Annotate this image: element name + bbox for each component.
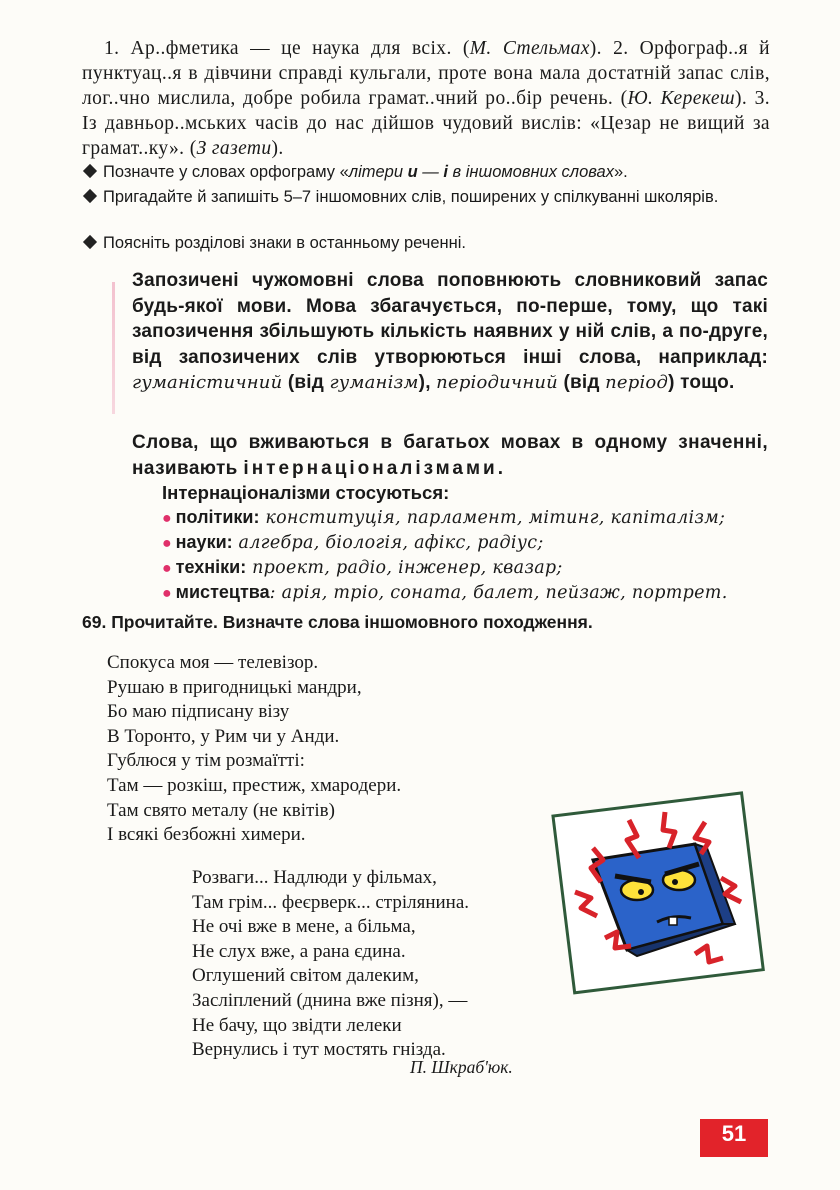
source-newspaper: З газети — [196, 138, 272, 159]
pink-dot-icon: ● — [162, 585, 172, 602]
exercise-68-text — [82, 36, 770, 161]
rule-subheading: Інтернаціоналізми стосуються: — [162, 482, 450, 503]
sentence-1: 1. Ар..фметика — це наука для всіх. ( — [104, 38, 470, 59]
exercise-69-heading: 69. Прочитайте. Визначте слова іншомовного походження. — [82, 612, 593, 632]
poem-line: Рушаю в пригодницькі мандри, — [107, 676, 362, 698]
poem-stanza-1 — [107, 651, 401, 848]
page-number: 51 — [721, 1121, 747, 1146]
list-item: ● науки: алгебра, біологія, афікс, радіус; — [162, 532, 544, 553]
poem-line: Засліплений (днина вже пізня), — — [192, 989, 468, 1011]
term-internationalisms: інтернаціоналізмами — [243, 457, 498, 479]
poem-line: І всякі безбожні химери. — [107, 824, 306, 846]
task-1: Позначте у словах орфограму «літери и — і в іншомовних словах». — [82, 162, 770, 183]
poem-line: Там грім... феєрверк... стрілянина. — [192, 891, 470, 913]
angry-tv-illustration — [545, 782, 769, 1002]
poem-line: Там свято металу (не квітів) — [107, 799, 335, 821]
task-3: Поясніть розділові знаки в останньому реченні. — [82, 233, 770, 254]
sentence-end: ). — [271, 138, 284, 159]
poem-line: Спокуса моя — телевізор. — [107, 652, 319, 673]
list-item: ● політики: конституція, парламент, мітинг, капіталізм; — [162, 507, 726, 528]
author-kerekesh: Ю. Керекеш — [627, 88, 736, 109]
poem-line: Там — розкіш, престиж, хмародери. — [107, 774, 402, 796]
poem-line: Не очі вже в мене, а більма, — [192, 916, 416, 938]
poem-line: Бо маю підписану візу — [107, 701, 290, 723]
diamond-bullet-icon — [83, 235, 97, 249]
list-item: ● техніки: проект, радіо, інженер, квазар; — [162, 557, 563, 578]
rule-side-bar — [112, 282, 115, 414]
pink-dot-icon: ● — [162, 560, 172, 577]
pink-dot-icon: ● — [162, 535, 172, 552]
author-stelmakh: М. Стельмах — [469, 38, 590, 59]
poem-line: Оглушений світом далеким, — [192, 965, 419, 987]
rule-borrowed-words: Запозичені чужомовні слова поповнюють словниковий запас будь-якої мови. Мова збагачується, по-перше, тому, що такі запозичення збільшують кількість наявних у ній слів, а по-друге, від запозичених слів утворюються інші слова, наприклад: гуманістичний (від гуманізм), періодичний (від період) тощо. — [132, 270, 768, 393]
poem-stanza-2 — [192, 866, 469, 1063]
diamond-bullet-icon — [83, 164, 97, 178]
pink-dot-icon: ● — [162, 510, 172, 527]
sentence-3: ). 3. Із давньор..мських часів до нас дійшов чудовий вислів: «Цезар не вищий за грамат..ку». ( — [82, 88, 770, 159]
poem-line: Вернулись і тут мостять гнізда. — [192, 1039, 446, 1061]
list-item: ● мистецтва: арія, тріо, соната, балет, пейзаж, портрет. — [162, 582, 728, 603]
poem-line: Не слух вже, а рана єдина. — [192, 940, 406, 962]
poem-line: Гублюся у тім розмаїтті: — [107, 750, 305, 772]
poem-author: П. Шкраб'юк. — [410, 1057, 513, 1077]
rule-internationalisms: Слова, що вживаються в багатьох мовах в одному значенні, називають інтернаціоналізмами. — [132, 432, 768, 479]
sentence-2: ). 2. Орфограф..я й пунктуац..я в дівчини справді кульгали, проте вона мала достатній запас слів, лог..чно мислила, добре робила грамат..чний ро..бір речень. ( — [82, 38, 770, 109]
poem-line: Не бачу, що звідти лелеки — [192, 1014, 402, 1036]
poem-line: В Торонто, у Рим чи у Анди. — [107, 725, 340, 747]
diamond-bullet-icon — [83, 189, 97, 203]
poem-line: Розваги... Надлюди у фільмах, — [192, 867, 437, 888]
task-2: Пригадайте й запишіть 5–7 іншомовних слів, поширених у спілкуванні школярів. — [82, 187, 770, 208]
